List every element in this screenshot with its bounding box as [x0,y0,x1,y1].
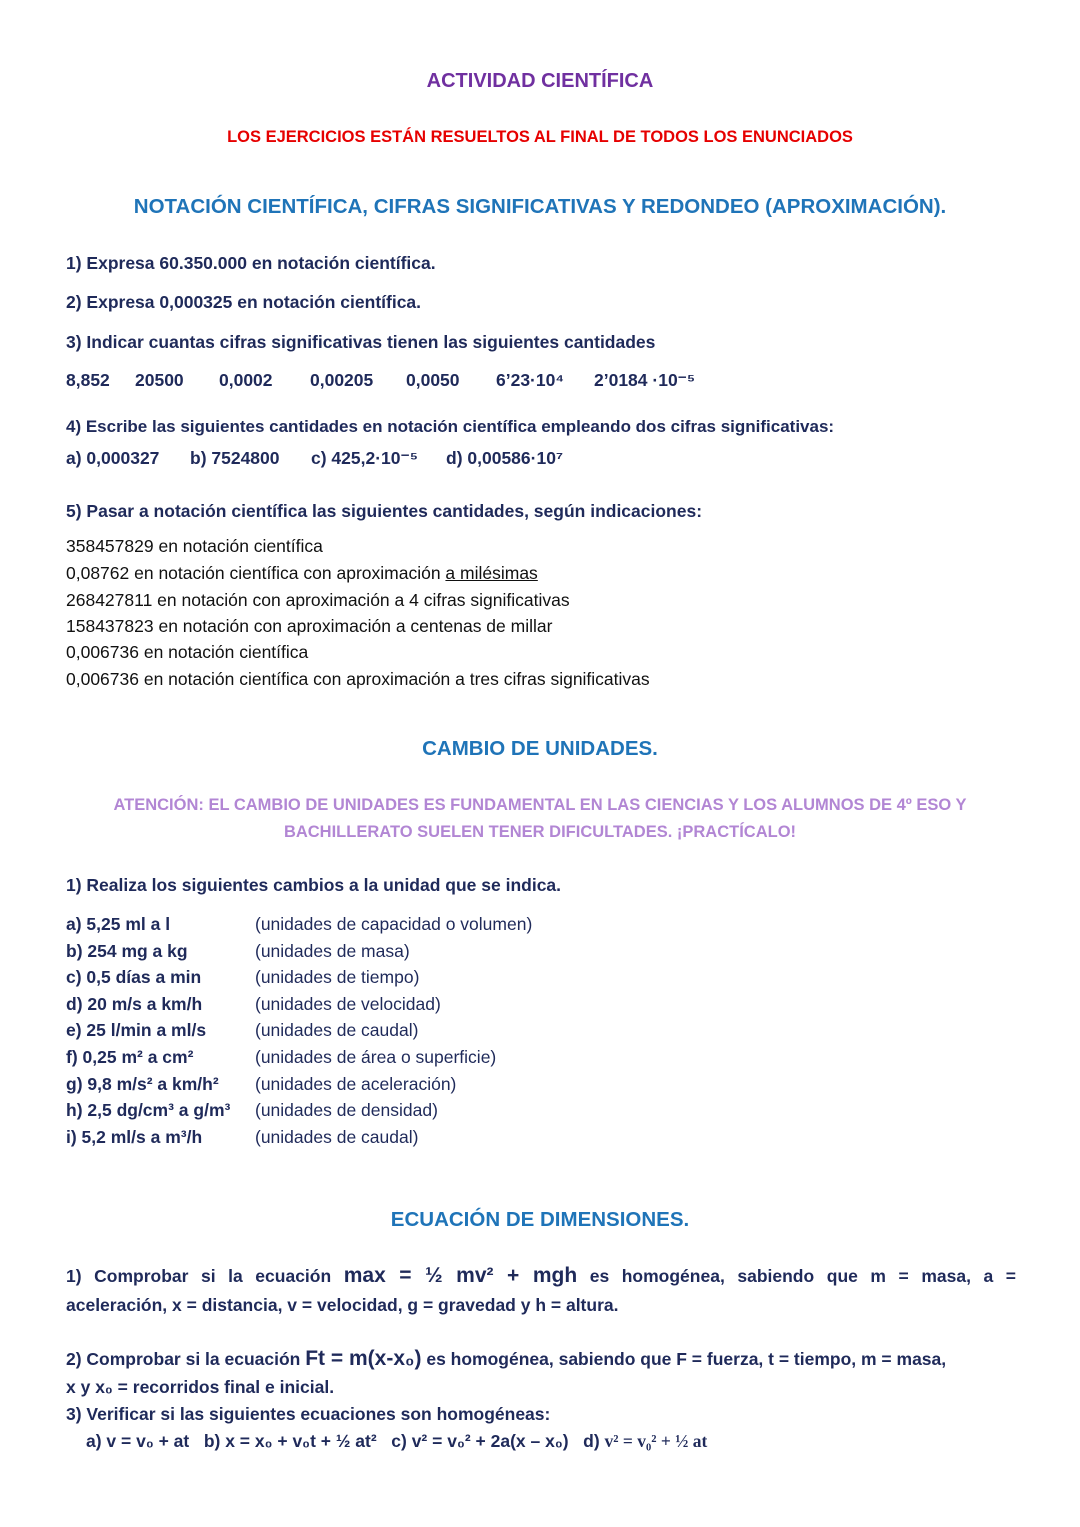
equation: max = ½ mv² + mgh [343,1264,578,1287]
equation: b) x = x₀ + v₀t + ½ at² [203,1431,377,1451]
item: c) 425,2·10⁻⁵ [311,448,418,468]
conversion: d) 20 m/s a km/h [66,993,203,1014]
unit-conversion-item [66,966,420,988]
q5-line [66,589,570,611]
q-text: 1) Comprobar si la ecuación [66,1266,344,1286]
q5-line [66,615,552,637]
unit-type: (unidades de densidad) [255,1100,438,1121]
unit-type: (unidades de área o superficie) [255,1047,497,1067]
dim-question-1 [66,1265,1016,1287]
q5-line [66,668,650,690]
conversion: f) 0,25 m² a cm² [66,1047,194,1067]
conversion: a) 5,25 ml a l [66,914,171,934]
question-1: 1) Expresa 60.350.000 en notación científica. [66,253,436,273]
unit-type: (unidades de aceleración) [255,1073,457,1094]
unit-type: (unidades de caudal) [255,1126,419,1147]
value: 0,0002 [219,370,273,390]
unit-type: (unidades de caudal) [255,1020,419,1041]
value: 20500 [135,370,184,390]
q5-line [66,641,308,663]
dim-question-3-items [86,1430,707,1452]
q5-text: 0,006736 en notación científica [66,642,309,662]
dim-question-1-line2: aceleración, x = distancia, v = velocidad, g = gravedad y h = altura. [66,1295,619,1315]
question-5: 5) Pasar a notación científica las siguientes cantidades, según indicaciones: [66,501,703,521]
unit-conversion-item [66,940,410,962]
equation: v² = v₀² + ½ at [604,1431,708,1451]
q5-text: 158437823 en notación con aproximación a centenas de millar [66,616,553,636]
attention-line-1: ATENCIÓN: EL CAMBIO DE UNIDADES ES FUNDAMENTAL EN LAS CIENCIAS Y LOS ALUMNOS DE 4º ESO Y [113,796,967,814]
units-question-1: 1) Realiza los siguientes cambios a la unidad que se indica. [66,875,562,895]
q5-text: 358457829 en notación científica [66,536,323,556]
conversion: g) 9,8 m/s² a km/h² [66,1073,219,1094]
unit-type: (unidades de velocidad) [255,993,441,1014]
section-heading-notation: NOTACIÓN CIENTÍFICA, CIFRAS SIGNIFICATIVAS Y REDONDEO (APROXIMACIÓN). [133,195,947,218]
dim-question-3: 3) Verificar si las siguientes ecuaciones son homogéneas: [66,1404,551,1424]
conversion: c) 0,5 días a min [66,967,202,988]
item: d) 0,00586·10⁷ [446,448,564,468]
unit-conversion-item [66,1073,457,1095]
equation-label: d) [583,1431,605,1451]
q-text: 2) Comprobar si la ecuación [66,1349,306,1369]
item: a) 0,000327 [66,448,160,468]
conversion: e) 25 l/min a ml/s [66,1020,207,1041]
equation: Ft = m(x-x₀) [305,1347,422,1370]
dim-question-2 [66,1348,946,1370]
value: 8,852 [66,370,110,390]
equation: a) v = v₀ + at [86,1431,190,1451]
conversion: h) 2,5 dg/cm³ a g/m³ [66,1100,231,1121]
unit-conversion-item [66,913,533,935]
question-4: 4) Escribe las siguientes cantidades en notación científica empleando dos cifras significativas: [66,417,835,436]
q5-underlined: a milésimas [445,563,538,583]
q5-line [66,535,323,557]
solutions-notice: LOS EJERCICIOS ESTÁN RESUELTOS AL FINAL DE TODOS LOS ENUNCIADOS [227,128,853,146]
q-text: es homogénea, sabiendo que F = fuerza, t = tiempo, m = masa, [421,1349,947,1369]
dim-question-2-line2: x y x₀ = recorridos final e inicial. [66,1377,335,1397]
q5-text: 0,08762 en notación científica con aproximación [66,563,446,583]
unit-type: (unidades de tiempo) [255,967,420,988]
unit-conversion-item [66,1126,419,1148]
question-3: 3) Indicar cuantas cifras significativas tienen las siguientes cantidades [66,332,656,352]
equation: c) v² = v₀² + 2a(x – x₀) [391,1431,569,1451]
unit-type: (unidades de capacidad o volumen) [255,914,533,934]
unit-conversion-item [66,1099,438,1121]
document-title: ACTIVIDAD CIENTÍFICA [426,70,654,92]
conversion: i) 5,2 ml/s a m³/h [66,1126,203,1147]
section-heading-dimensions: ECUACIÓN DE DIMENSIONES. [390,1208,690,1231]
unit-conversion-item [66,1019,419,1041]
value: 2’0184 ·10⁻⁵ [594,370,696,390]
unit-conversion-item [66,1046,497,1068]
q-text: es homogénea, sabiendo que m = masa, a = [577,1266,1017,1286]
conversion: b) 254 mg a kg [66,940,188,961]
attention-line-2: BACHILLERATO SUELEN TENER DIFICULTADES. ¡PRACTÍCALO! [283,823,797,841]
q5-text: 0,006736 en notación científica con aproximación a tres cifras significativas [66,669,650,689]
value: 0,00205 [310,370,374,390]
q5-text: 268427811 en notación con aproximación a 4 cifras significativas [66,590,570,610]
section-heading-units: CAMBIO DE UNIDADES. [422,737,658,760]
value: 6’23·10⁴ [496,370,565,390]
unit-type: (unidades de masa) [255,940,410,961]
question-2: 2) Expresa 0,000325 en notación científica. [66,292,422,312]
unit-conversion-item [66,993,441,1015]
item: b) 7524800 [190,448,280,468]
value: 0,0050 [406,370,460,390]
q5-line [66,562,538,584]
